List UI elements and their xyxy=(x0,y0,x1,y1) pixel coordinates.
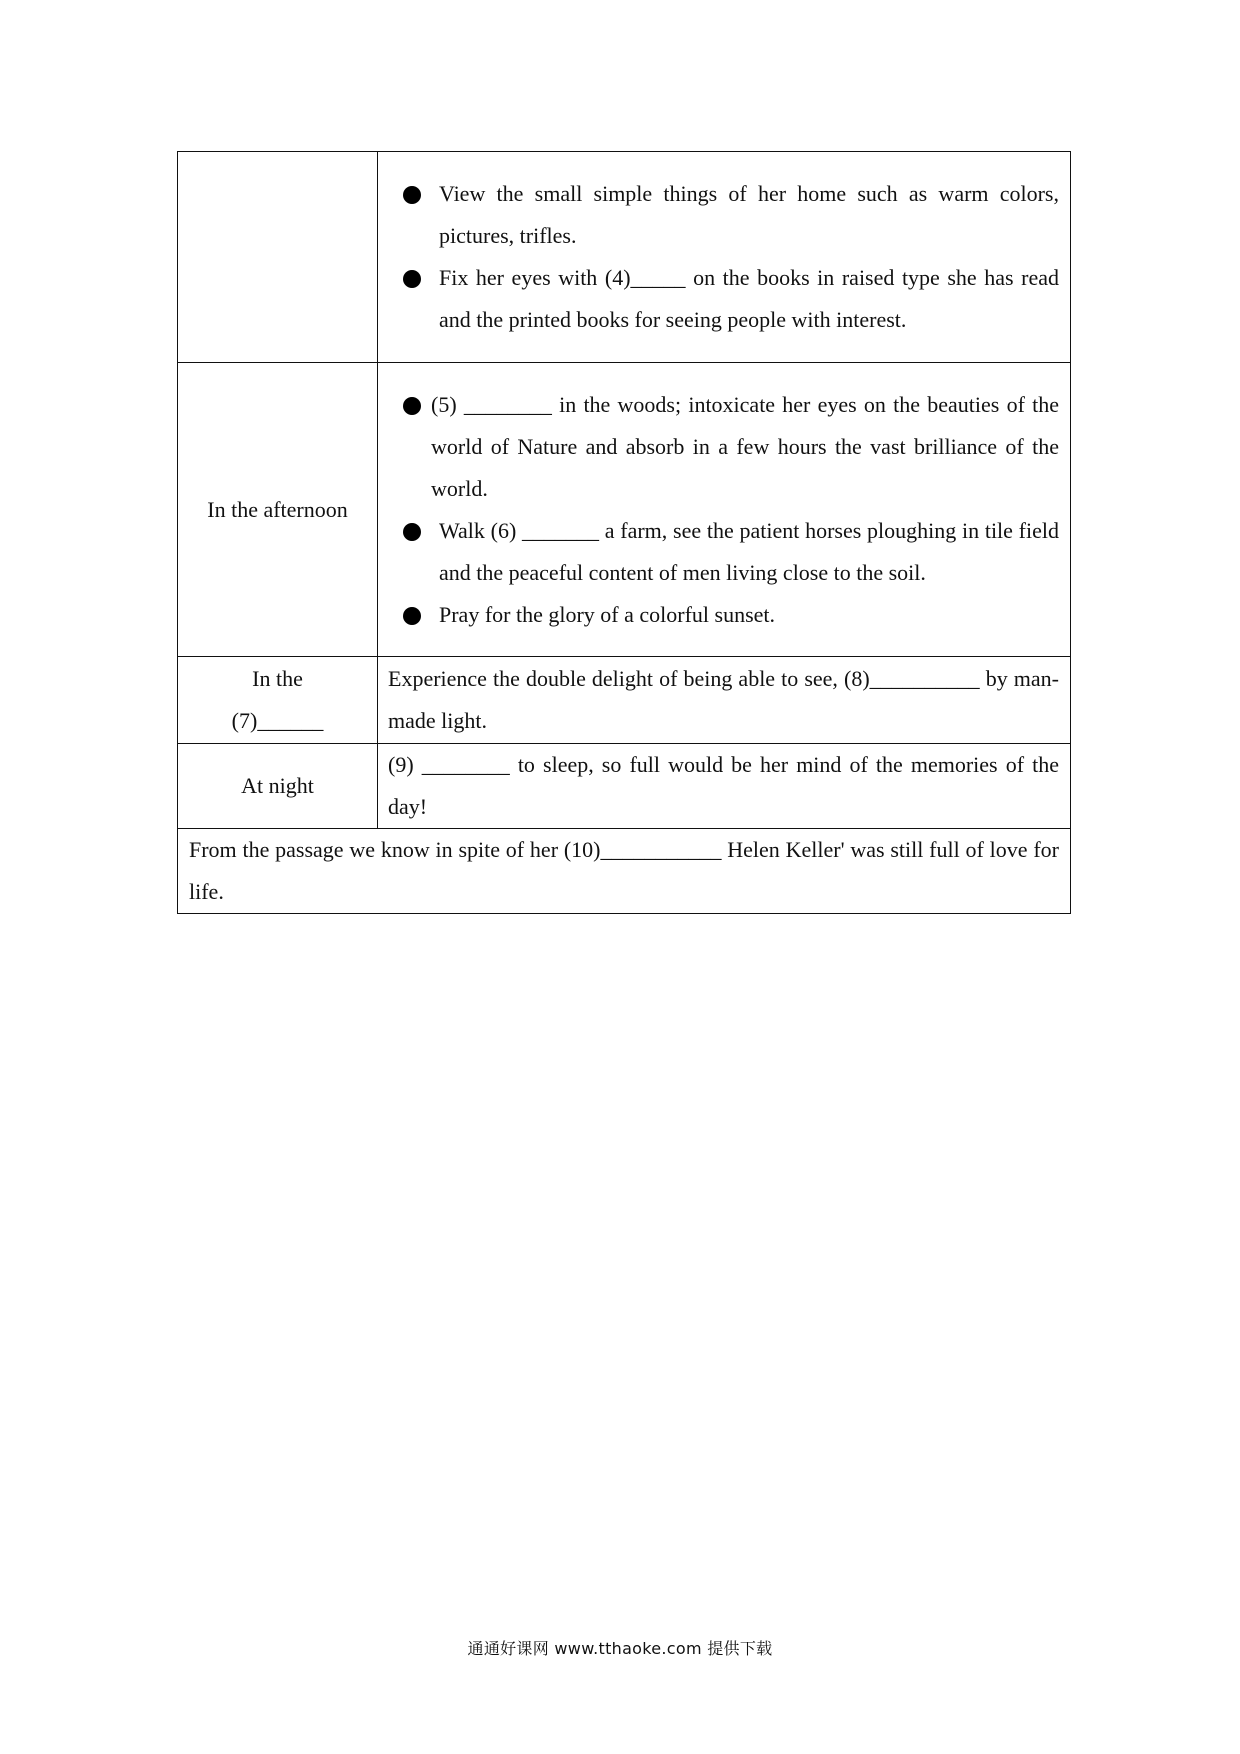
bullet-icon xyxy=(403,397,421,415)
table-row-night xyxy=(178,744,1071,829)
page-footer: 通通好课网 www.tthaoke.com 提供下载 xyxy=(467,1639,773,1658)
content-cell xyxy=(378,363,1071,657)
table-row-evening xyxy=(178,657,1071,744)
content-cell: (9) ________ to sleep, so full would be her mind of the memories of the day! xyxy=(378,744,1071,829)
list-item xyxy=(388,510,1059,594)
bullet-icon xyxy=(403,607,421,625)
list-item-text: Fix her eyes with (4)_____ on the books in raised type she has read and the printed books for seeing people with interest. xyxy=(439,265,1059,332)
bullet-icon xyxy=(403,186,421,204)
time-line: In the xyxy=(252,666,303,691)
summary-cell: From the passage we know in spite of her (10)___________ Helen Keller' was still full of love for life. xyxy=(178,829,1071,914)
content-cell: Experience the double delight of being able to see, (8)__________ by man-made light. xyxy=(378,657,1071,744)
bullet-icon xyxy=(403,270,421,288)
bullet-list xyxy=(388,384,1059,636)
time-cell: At night xyxy=(178,744,378,829)
table-row-morning xyxy=(178,152,1071,363)
bullet-list xyxy=(388,173,1059,341)
list-item-text: Pray for the glory of a colorful sunset. xyxy=(439,601,776,627)
list-item xyxy=(388,173,1059,257)
content-cell xyxy=(378,152,1071,363)
list-item xyxy=(388,384,1059,510)
list-item-text: View the small simple things of her home such as warm colors, pictures, trifles. xyxy=(439,181,1059,248)
table-row-summary xyxy=(178,829,1071,914)
time-cell: In the afternoon xyxy=(178,363,378,657)
outline-table xyxy=(177,151,1071,914)
list-item-text: (5) ________ in the woods; intoxicate her eyes on the beauties of the world of Nature and absorb in a few hours the vast brilliance of the world. xyxy=(431,391,1059,501)
table-row-afternoon xyxy=(178,363,1071,657)
time-line: (7)______ xyxy=(231,708,324,733)
list-item xyxy=(388,257,1059,341)
time-cell xyxy=(178,657,378,744)
list-item xyxy=(388,594,1059,636)
bullet-icon xyxy=(403,523,421,541)
outline-table-container xyxy=(177,151,1070,914)
list-item-text: Walk (6) _______ a farm, see the patient horses ploughing in tile field and the peaceful content of men living close to the soil. xyxy=(439,517,1059,585)
time-cell-blank xyxy=(178,152,378,363)
